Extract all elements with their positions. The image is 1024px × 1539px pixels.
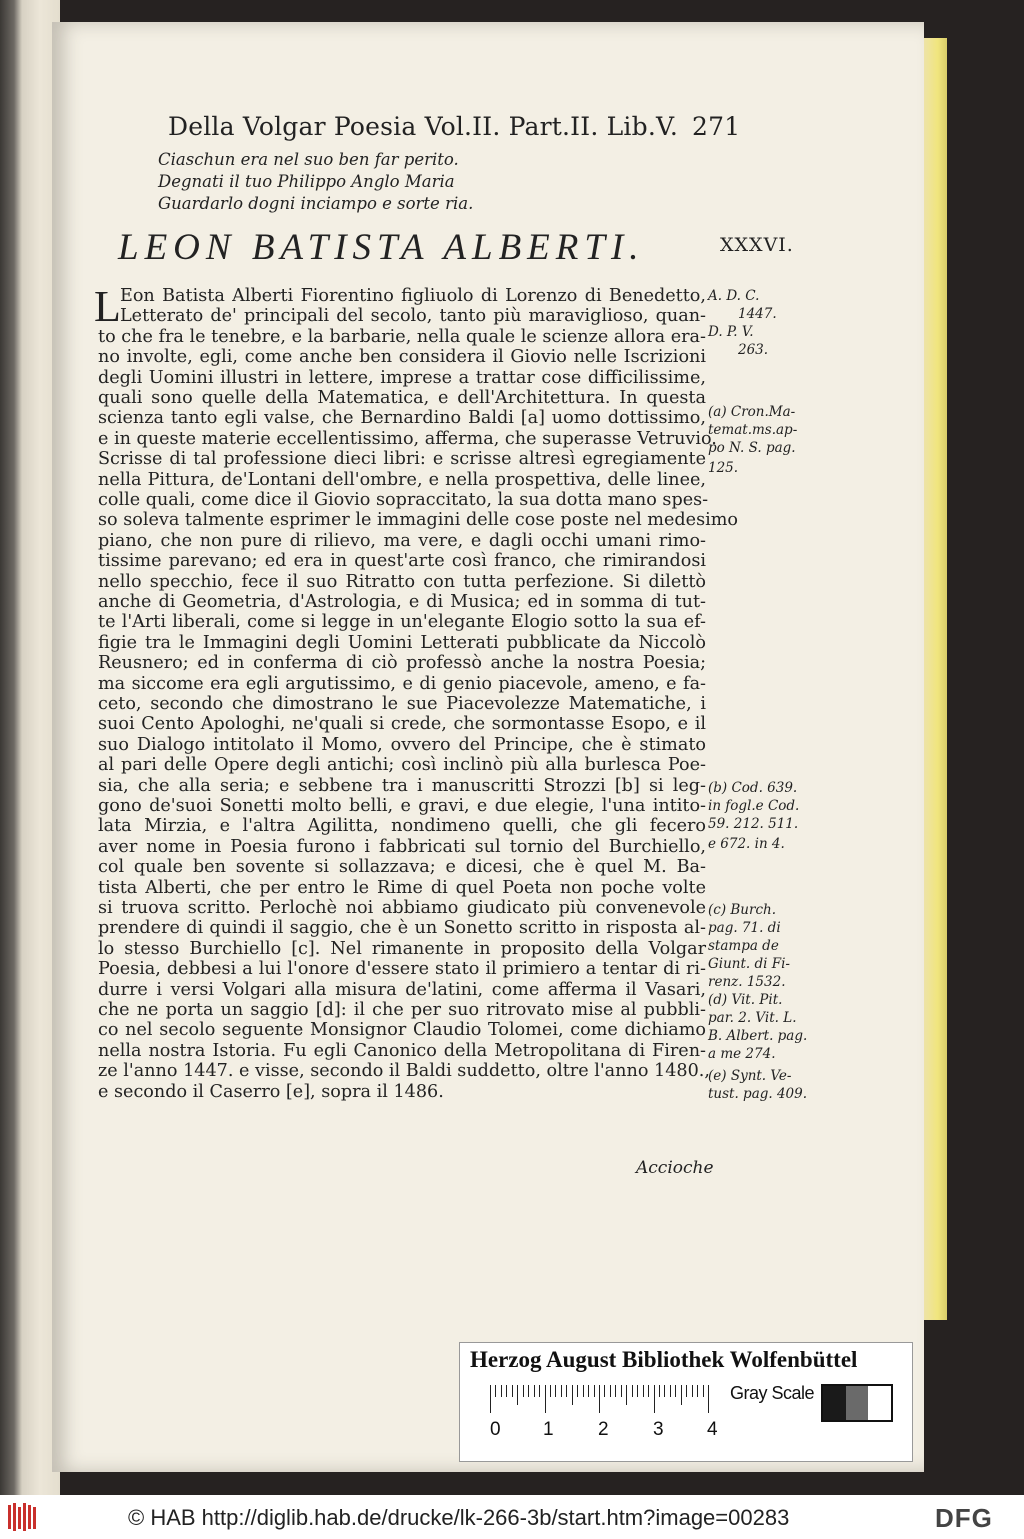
body-line: si truova scritto. Perlochè noi abbiamo giudicato più convenevole bbox=[98, 898, 706, 918]
scale-number: 3 bbox=[653, 1419, 664, 1440]
body-line: te l'Arti liberali, come si legge in un'elegante Elogio sotto la sua ef- bbox=[98, 612, 706, 633]
body-line: anche di Geometria, d'Astrologia, e di Musica; ed in somma di tut- bbox=[98, 592, 706, 612]
ruler-tick bbox=[670, 1385, 671, 1397]
ruler-tick bbox=[512, 1385, 513, 1397]
footer-credit-link[interactable]: © HAB http://diglib.hab.de/drucke/lk-266-3b/start.htm?image=00283 bbox=[128, 1505, 790, 1530]
body-line: ze l'anno 1447. e visse, secondo il Baldi suddetto, oltre l'anno 1480., bbox=[98, 1061, 710, 1082]
gray-scale-label: Gray Scale bbox=[730, 1383, 815, 1403]
ruler-tick bbox=[517, 1385, 518, 1405]
margin-note: a me 274. bbox=[708, 1046, 776, 1062]
ruler-tick bbox=[626, 1385, 627, 1405]
scale-number: 0 bbox=[490, 1419, 501, 1440]
body-line: nello specchio, fece il suo Ritratto con tutta perfezione. Si dilettò bbox=[98, 571, 706, 592]
body-line: tista Alberti, che per entro le Rime di quel Poeta non poche volte bbox=[98, 877, 706, 898]
body-line: lata Mirzia, e l'altra Agilitta, nondimeno quelli, che gli fecero bbox=[98, 816, 706, 837]
ruler-tick bbox=[643, 1385, 644, 1397]
body-line: prendere di quindi il saggio, che è un Sonetto scritto in risposta al- bbox=[98, 918, 706, 939]
ruler-tick bbox=[621, 1385, 622, 1397]
ruler-tick bbox=[555, 1385, 556, 1397]
margin-note: 263. bbox=[738, 342, 769, 358]
ruler-tick bbox=[572, 1385, 573, 1405]
running-header bbox=[168, 112, 740, 141]
ruler-tick bbox=[648, 1385, 649, 1397]
ruler-tick bbox=[615, 1385, 616, 1397]
body-line: co nel secolo seguente Monsignor Claudio Tolomei, come dichiamo bbox=[98, 1020, 706, 1041]
drop-initial: L bbox=[94, 282, 121, 331]
running-title: Della Volgar Poesia Vol.II. Part.II. Lib.V. bbox=[168, 112, 678, 141]
ruler-tick bbox=[654, 1385, 655, 1413]
ruler-tick bbox=[501, 1385, 502, 1397]
scale-number: 2 bbox=[598, 1419, 609, 1440]
ruler-tick bbox=[561, 1385, 562, 1397]
margin-note: (b) Cod. 639. bbox=[708, 780, 798, 796]
margin-note: par. 2. Vit. L. bbox=[708, 1010, 797, 1026]
body-line: ma siccome era egli argutissimo, e di genio piacevole, ameno, e fa- bbox=[98, 673, 706, 694]
body-line: che ne porta un saggio [d]: il che per suo ritrovato mise al pubbli- bbox=[98, 1000, 706, 1020]
margin-note: (e) Synt. Ve- bbox=[708, 1068, 792, 1084]
body-line: so soleva talmente esprimer le immagini delle cose poste nel medesimo bbox=[98, 510, 739, 531]
verse-line: Ciaschun era nel suo ben far perito. bbox=[158, 150, 459, 169]
ruler-tick bbox=[588, 1385, 589, 1397]
margin-note: (d) Vit. Pit. bbox=[708, 992, 783, 1008]
body-line: lo stesso Burchiello [c]. Nel rimanente in proposito della Volgar bbox=[98, 938, 706, 959]
margin-note: (a) Cron.Ma- bbox=[708, 404, 796, 420]
margin-note: tust. pag. 409. bbox=[708, 1086, 808, 1102]
scale-number: 1 bbox=[543, 1419, 554, 1440]
ruler-tick bbox=[692, 1385, 693, 1397]
measurement-ruler bbox=[490, 1385, 720, 1413]
margin-note: 59. 212. 511. bbox=[708, 816, 799, 832]
margin-note: A. D. C. bbox=[708, 288, 760, 304]
verse-line: Guardarlo dogni inciampo e sorte ria. bbox=[158, 194, 474, 213]
body-line: suo Dialogo intitolato il Momo, ovvero del Principe, che è stimato bbox=[98, 734, 706, 755]
ruler-tick bbox=[708, 1385, 709, 1413]
margin-note: Giunt. di Fi- bbox=[708, 956, 790, 972]
margin-note: pag. 71. di bbox=[708, 920, 781, 936]
margin-note: temat.ms.ap- bbox=[708, 422, 798, 438]
body-line: durre i versi Volgari alla misura de'latini, come afferma il Vasari, bbox=[98, 979, 706, 1000]
margin-note: 1447. bbox=[738, 306, 777, 322]
body-line: al pari delle Opere degli antichi; così inclinò più alla burlesca Poe- bbox=[98, 755, 706, 776]
hab-logo-icon bbox=[6, 1501, 40, 1533]
ruler-tick bbox=[523, 1385, 524, 1397]
body-line: figie tra le Immagini degli Uomini Letterati pubblicate da Niccolò bbox=[98, 632, 706, 653]
margin-note: renz. 1532. bbox=[708, 974, 786, 990]
ruler-tick bbox=[495, 1385, 496, 1397]
ruler-tick bbox=[604, 1385, 605, 1397]
ruler-tick bbox=[528, 1385, 529, 1397]
margin-note: 125. bbox=[708, 460, 739, 476]
margin-note: D. P. V. bbox=[708, 324, 754, 340]
body-line: Eon Batista Alberti Fiorentino figliuolo di Lorenzo di Benedetto, bbox=[120, 286, 706, 306]
ruler-tick bbox=[637, 1385, 638, 1397]
ruler-tick bbox=[534, 1385, 535, 1397]
ruler-tick bbox=[632, 1385, 633, 1397]
body-line: colle quali, come dice il Giovio sopraccitato, la sua dotta mano spes- bbox=[98, 490, 709, 510]
body-line: aver nome in Poesia furono i fabbricati sul tornio del Burchiello, bbox=[98, 836, 706, 857]
page-number: 271 bbox=[692, 112, 741, 141]
ruler-tick bbox=[675, 1385, 676, 1397]
ruler-tick bbox=[490, 1385, 491, 1413]
page-edge-yellow bbox=[924, 38, 947, 1320]
margin-note: B. Albert. pag. bbox=[708, 1028, 808, 1044]
ruler-tick bbox=[583, 1385, 584, 1397]
footer-bar bbox=[0, 1495, 1024, 1539]
body-line: no involte, egli, come anche ben considera il Giovio nelle Iscrizioni bbox=[98, 347, 706, 368]
ruler-tick bbox=[506, 1385, 507, 1397]
body-line: piano, che non pure di rilievo, ma vere, e dagli occhi umani rimo- bbox=[98, 530, 706, 551]
section-number: XXXVI. bbox=[720, 234, 794, 256]
body-line: Poesia, debbesi a lui l'onore d'essere stato il primiero a tentar di ri- bbox=[98, 959, 706, 980]
ruler-tick bbox=[545, 1385, 546, 1413]
ruler-tick bbox=[664, 1385, 665, 1397]
scale-number: 4 bbox=[707, 1419, 718, 1440]
body-line: degli Uomini illustri in lettere, imprese a trattar cose difficilissime, bbox=[98, 367, 706, 388]
ruler-tick bbox=[681, 1385, 682, 1405]
margin-note: stampa de bbox=[708, 938, 779, 954]
ruler-tick bbox=[610, 1385, 611, 1397]
ruler-tick bbox=[577, 1385, 578, 1397]
ruler-tick bbox=[686, 1385, 687, 1397]
ruler-tick bbox=[703, 1385, 704, 1397]
ruler-tick bbox=[659, 1385, 660, 1397]
ruler-tick bbox=[594, 1385, 595, 1397]
dfg-logo: DFG bbox=[935, 1503, 993, 1533]
gray-scale-swatch bbox=[821, 1384, 893, 1422]
body-line: Letterato de' principali del secolo, tanto più maraviglioso, quan- bbox=[120, 306, 706, 327]
body-line: to che fra le tenebre, e la barbarie, nella quale le scienze allora era- bbox=[98, 326, 706, 347]
body-line: suoi Cento Apologhi, ne'quali si crede, che sormontasse Esopo, e il bbox=[98, 714, 706, 735]
margin-note: in fogl.e Cod. bbox=[708, 798, 800, 814]
ruler-tick bbox=[566, 1385, 567, 1397]
ruler-tick bbox=[550, 1385, 551, 1397]
body-line: nella Pittura, de'Lontani dell'ombre, e nella prospettiva, delle linee, bbox=[98, 469, 706, 490]
ruler-tick bbox=[599, 1385, 600, 1413]
ruler-tick bbox=[697, 1385, 698, 1397]
body-line: Reusnero; ed in conferma di ciò professò anche la nostra Poesia; bbox=[98, 653, 706, 674]
body-line: e in queste materie eccellentissimo, afferma, che superasse Vetruvio. bbox=[98, 428, 717, 449]
body-line: tissime parevano; ed era in quest'arte così franco, che rimirandosi bbox=[98, 551, 706, 572]
body-line: nella nostra Istoria. Fu egli Canonico della Metropolitana di Firen- bbox=[98, 1040, 706, 1061]
body-line: quali sono quelle della Matematica, e dell'Architettura. In questa bbox=[98, 388, 706, 408]
institution-name: Herzog August Bibliothek Wolfenbüttel bbox=[470, 1347, 858, 1372]
body-line: sia, che alla seria; e sebbene tra i manuscritti Strozzi [b] si leg- bbox=[98, 775, 706, 796]
body-line: scienza tanto egli valse, che Bernardino Baldi [a] uomo dottissimo, bbox=[98, 408, 706, 429]
section-title: LEON BATISTA ALBERTI. bbox=[118, 227, 645, 268]
body-line: col quale ben sovente si sollazzava; e dicesi, che è quel M. Ba- bbox=[98, 857, 706, 878]
margin-note: po N. S. pag. bbox=[708, 440, 796, 456]
body-line: e secondo il Caserro [e], sopra il 1486. bbox=[98, 1081, 444, 1102]
body-line: ceto, secondo che dimostrano le sue Piacevolezze Matematiche, i bbox=[98, 694, 706, 714]
ruler-tick bbox=[539, 1385, 540, 1397]
verse-line: Degnati il tuo Philippo Anglo Maria bbox=[158, 172, 455, 191]
library-label bbox=[459, 1342, 913, 1462]
body-line: Scrisse di tal professione dieci libri: e scrisse altresì egregiamente bbox=[98, 449, 706, 470]
left-page-edge bbox=[0, 0, 60, 1495]
margin-note: (c) Burch. bbox=[708, 902, 777, 918]
margin-note: e 672. in 4. bbox=[708, 836, 785, 852]
body-line: gono de'suoi Sonetti molto belli, e gravi, e due elegie, l'una intito- bbox=[98, 796, 706, 816]
catchword: Accioche bbox=[636, 1158, 714, 1178]
